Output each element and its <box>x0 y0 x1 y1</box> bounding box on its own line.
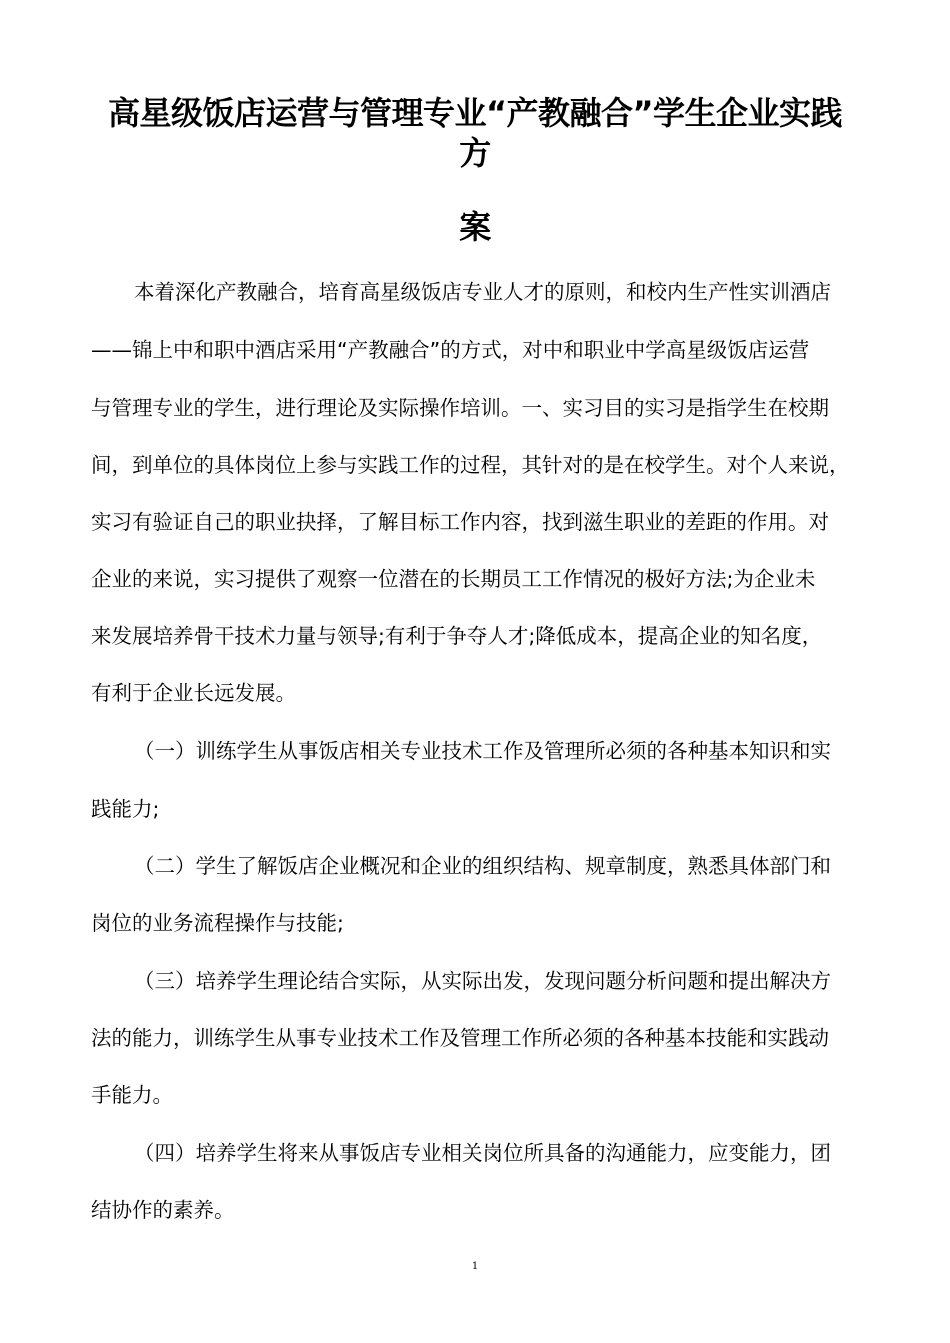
body-text-line: 企业的来说，实习提供了观察一位潜在的长期员工工作情况的极好方法;为企业未 <box>91 567 816 591</box>
list-item-2-line-1: （二）学生了解饭店企业概况和企业的组织结构、规章制度，熟悉具体部门和 <box>134 854 831 878</box>
body-text-line: 与管理专业的学生，进行理论及实际操作培训。一、实习目的实习是指学生在校期 <box>91 396 829 420</box>
body-text-line: 实习有验证自己的职业抉择，了解目标工作内容，找到滋生职业的差距的作用。对 <box>91 510 829 534</box>
page-number: 1 <box>471 1261 479 1272</box>
body-text-line: 本着深化产教融合，培育高星级饭店专业人才的原则，和校内生产性实训酒店 <box>134 280 831 304</box>
body-text-line: ——锦上中和职中酒店采用“产教融合”的方式，对中和职业中学高星级饭店运营 <box>91 338 810 362</box>
list-item-4-line-2: 结协作的素养。 <box>91 1198 235 1222</box>
list-item-2-line-2: 岗位的业务流程操作与技能; <box>91 911 344 935</box>
list-item-1-line-1: （一）训练学生从事饭店相关专业技术工作及管理所必须的各种基本知识和实 <box>134 739 831 763</box>
list-item-4-line-1: （四）培养学生将来从事饭店专业相关岗位所具备的沟通能力，应变能力，团 <box>134 1141 831 1165</box>
document-title-line-1: 高星级饭店运营与管理专业“产教融合”学生企业实践 <box>107 94 843 132</box>
document-title-line-3: 案 <box>459 208 491 246</box>
document-title-line-2: 方 <box>459 134 491 172</box>
list-item-3-line-3: 手能力。 <box>91 1083 173 1107</box>
list-item-3-line-1: （三）培养学生理论结合实际，从实际出发，发现问题分析问题和提出解决方 <box>134 969 831 993</box>
body-text-line: 来发展培养骨干技术力量与领导;有利于争夺人才;降低成本，提高企业的知名度， <box>91 624 823 648</box>
body-text-line: 间，到单位的具体岗位上参与实践工作的过程，其针对的是在校学生。对个人来说， <box>91 453 850 477</box>
list-item-1-line-2: 践能力; <box>91 797 160 821</box>
body-text-line: 有利于企业长远发展。 <box>91 681 296 705</box>
list-item-3-line-2: 法的能力，训练学生从事专业技术工作及管理工作所必须的各种基本技能和实践动 <box>91 1026 829 1050</box>
